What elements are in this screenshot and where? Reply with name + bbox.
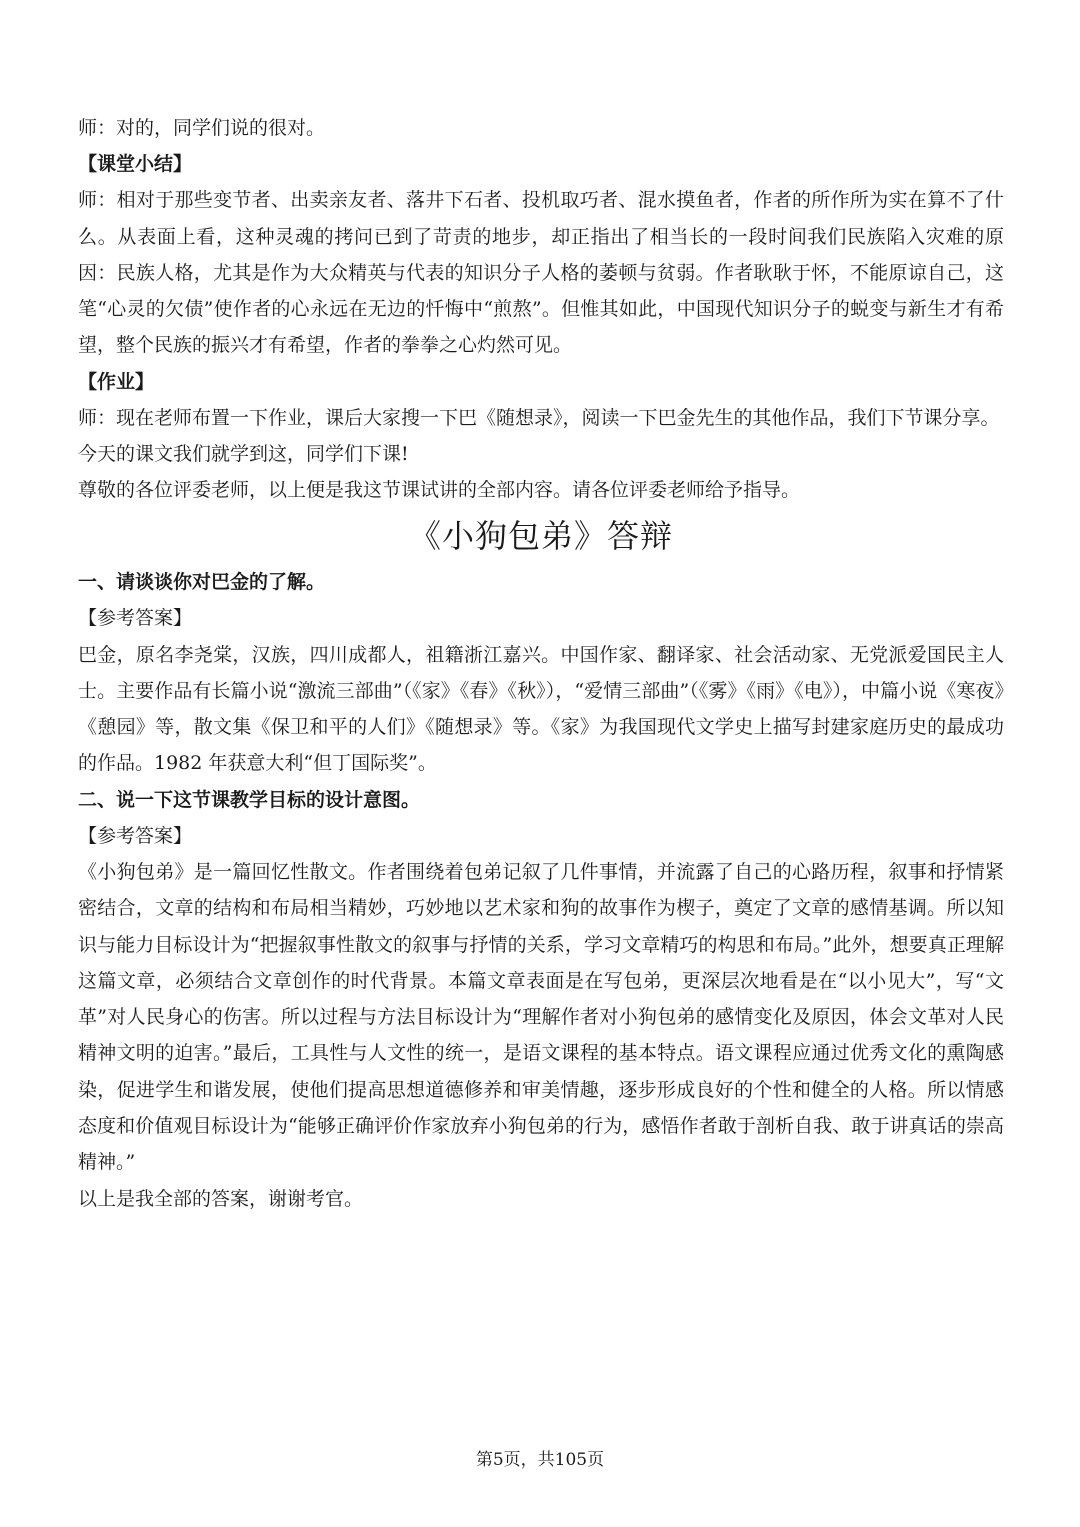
document-body bbox=[78, 110, 1004, 1217]
section-title: 《小狗包弟》答辩 bbox=[408, 517, 673, 556]
page-number: 第5页，共105页 bbox=[475, 1450, 605, 1470]
question-2: 二、说一下这节课教学目标的设计意图。 bbox=[78, 788, 421, 811]
paragraph-homework: 师：现在老师布置一下作业，课后大家搜一下巴《随想录》，阅读一下巴金先生的其他作品，我们下节课分享。 bbox=[78, 406, 1000, 429]
heading-homework: 【作业】 bbox=[78, 370, 155, 393]
reference-answer-label-2: 【参考答案】 bbox=[78, 824, 193, 847]
answer-2: 《小狗包弟》是一篇回忆性散文。作者围绕着包弟记叙了几件事情，并流露了自己的心路历程，叙事和抒情紧密结合，文章的结构和布局相当精妙，巧妙地以艺术家和狗的故事作为楔子，奠定了文章的感情基调。所以知识与能力目标设计为“把握叙事性散文的叙事与抒情的关系，学习文章精巧的构思和布局。”此外，想要真正理解这篇文章，必须结合文章创作的时代背景。本篇文章表面是在写包弟，更深层次地看是在“以小见大”，写“文革”对人民身心的伤害。所以过程与方法目标设计为“理解作者对小狗包弟的感情变化及原因，体会文革对人民精神文明的迫害。”最后，工具性与人文性的统一，是语文课程的基本特点。语文课程应通过优秀文化的熏陶感染，促进学生和谐发展，使他们提高思想道德修养和审美情趣，逐步形成良好的个性和健全的人格。所以情感态度和价值观目标设计为“能够正确评价作家放弃小狗包弟的行为，感悟作者敢于剖析自我、敢于讲真话的崇高精神。” bbox=[78, 860, 1004, 1174]
reference-answer-label-1: 【参考答案】 bbox=[78, 607, 193, 630]
paragraph-class-over: 今天的课文我们就学到这，同学们下课! bbox=[78, 442, 409, 465]
paragraph-class-summary: 师：相对于那些变节者、出卖亲友者、落井下石者、投机取巧者、混水摸鱼者，作者的所作所为实在算不了什么。从表面上看，这种灵魂的拷问已到了苛责的地步，却正指出了相当长的一段时间我们民族陷入灾难的原因：民族人格，尤其是作为大众精英与代表的知识分子人格的萎顿与贫弱。作者耿耿于怀，不能原谅自己，这笔“心灵的欠债”使作者的心永远在无边的忏悔中“煎熬”。但惟其如此，中国现代知识分子的蜕变与新生才有希望，整个民族的振兴才有希望，作者的拳拳之心灼然可见。 bbox=[78, 189, 1004, 357]
paragraph-end: 以上是我全部的答案，谢谢考官。 bbox=[78, 1187, 364, 1210]
question-1: 一、请谈谈你对巴金的了解。 bbox=[78, 571, 326, 594]
paragraph-teacher-right: 师：对的，同学们说的很对。 bbox=[78, 117, 326, 139]
answer-1: 巴金，原名李尧棠，汉族，四川成都人，祖籍浙江嘉兴。中国作家、翻译家、社会活动家、无党派爱国民主人士。主要作品有长篇小说“激流三部曲”（《家》《春》《秋》），“爱情三部曲”（《雾》《雨》《电》），中篇小说《寒夜》《憩园》等，散文集《保卫和平的人们》《随想录》等。《家》为我国现代文学史上描写封建家庭历史的最成功的作品。1982 年获意大利“但丁国际奖”。 bbox=[78, 643, 1004, 775]
paragraph-closing: 尊敬的各位评委老师，以上便是我这节课试讲的全部内容。请各位评委老师给予指导。 bbox=[78, 479, 801, 502]
heading-class-summary: 【课堂小结】 bbox=[78, 153, 193, 176]
